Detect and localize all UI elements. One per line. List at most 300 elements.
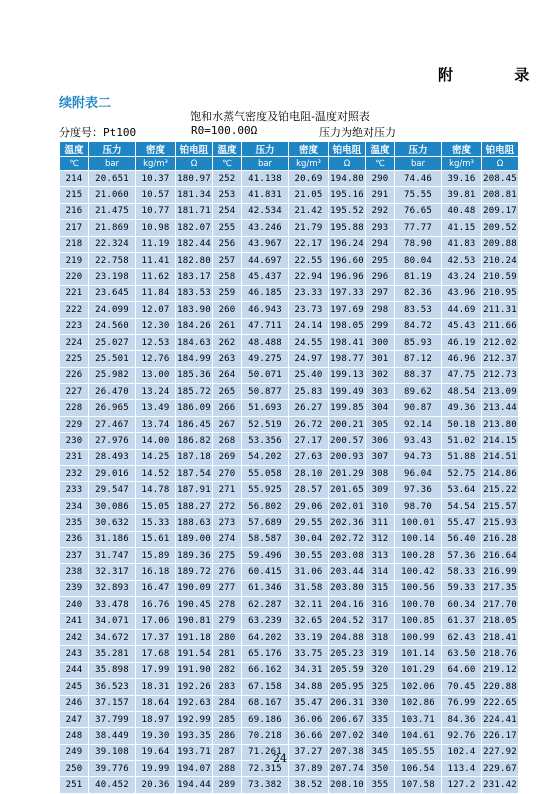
cell-temperature: 221 bbox=[60, 285, 89, 301]
cell-density: 62.43 bbox=[442, 629, 482, 645]
cell-pressure: 37.799 bbox=[89, 711, 136, 727]
cell-resistance: 199.49 bbox=[329, 384, 366, 400]
cell-pressure: 64.202 bbox=[242, 629, 289, 645]
cell-resistance: 202.36 bbox=[329, 515, 366, 531]
cell-temperature: 266 bbox=[213, 400, 242, 416]
cell-pressure: 89.62 bbox=[395, 384, 442, 400]
cell-pressure: 31.186 bbox=[89, 531, 136, 547]
cell-density: 36.06 bbox=[289, 711, 329, 727]
cell-density: 39.16 bbox=[442, 171, 482, 187]
cell-pressure: 25.982 bbox=[89, 367, 136, 383]
cell-temperature: 310 bbox=[366, 498, 395, 514]
cell-density: 14.52 bbox=[136, 466, 176, 482]
cell-resistance: 214.86 bbox=[482, 466, 519, 482]
cell-temperature: 259 bbox=[213, 285, 242, 301]
cell-temperature: 289 bbox=[213, 777, 242, 793]
cell-resistance: 210.95 bbox=[482, 285, 519, 301]
unit-density: kg/m³ bbox=[442, 157, 482, 171]
header-pressure: 压力 bbox=[89, 142, 136, 157]
cell-resistance: 188.63 bbox=[176, 515, 213, 531]
cell-resistance: 190.81 bbox=[176, 613, 213, 629]
cell-density: 30.55 bbox=[289, 547, 329, 563]
cell-pressure: 84.72 bbox=[395, 318, 442, 334]
cell-resistance: 207.74 bbox=[329, 761, 366, 777]
cell-resistance: 208.81 bbox=[482, 187, 519, 203]
cell-temperature: 262 bbox=[213, 334, 242, 350]
cell-density: 12.30 bbox=[136, 318, 176, 334]
cell-temperature: 317 bbox=[366, 613, 395, 629]
cell-density: 32.65 bbox=[289, 613, 329, 629]
cell-resistance: 211.66 bbox=[482, 318, 519, 334]
cell-density: 27.17 bbox=[289, 433, 329, 449]
cell-pressure: 92.14 bbox=[395, 416, 442, 432]
cell-temperature: 272 bbox=[213, 498, 242, 514]
cell-resistance: 226.17 bbox=[482, 728, 519, 744]
cell-density: 11.41 bbox=[136, 252, 176, 268]
cell-temperature: 220 bbox=[60, 269, 89, 285]
cell-pressure: 43.967 bbox=[242, 236, 289, 252]
cell-density: 10.57 bbox=[136, 187, 176, 203]
cell-resistance: 229.67 bbox=[482, 761, 519, 777]
cell-temperature: 340 bbox=[366, 728, 395, 744]
cell-temperature: 260 bbox=[213, 302, 242, 318]
table-row bbox=[60, 252, 519, 268]
cell-pressure: 21.869 bbox=[89, 220, 136, 236]
cell-density: 34.88 bbox=[289, 679, 329, 695]
cell-density: 59.33 bbox=[442, 580, 482, 596]
cell-resistance: 181.71 bbox=[176, 203, 213, 219]
cell-temperature: 271 bbox=[213, 482, 242, 498]
cell-resistance: 203.80 bbox=[329, 580, 366, 596]
cell-resistance: 206.67 bbox=[329, 711, 366, 727]
cell-pressure: 34.071 bbox=[89, 613, 136, 629]
cell-resistance: 181.34 bbox=[176, 187, 213, 203]
cell-density: 64.60 bbox=[442, 662, 482, 678]
cell-resistance: 205.95 bbox=[329, 679, 366, 695]
cell-density: 43.24 bbox=[442, 269, 482, 285]
unit-resistance: Ω bbox=[482, 157, 519, 171]
cell-pressure: 68.167 bbox=[242, 695, 289, 711]
cell-resistance: 188.27 bbox=[176, 498, 213, 514]
cell-temperature: 232 bbox=[60, 466, 89, 482]
cell-pressure: 100.28 bbox=[395, 547, 442, 563]
cell-resistance: 200.57 bbox=[329, 433, 366, 449]
cell-pressure: 39.108 bbox=[89, 744, 136, 760]
header-pressure: 压力 bbox=[242, 142, 289, 157]
cell-pressure: 60.415 bbox=[242, 564, 289, 580]
cell-pressure: 100.70 bbox=[395, 597, 442, 613]
cell-resistance: 202.72 bbox=[329, 531, 366, 547]
cell-pressure: 34.672 bbox=[89, 629, 136, 645]
cell-temperature: 231 bbox=[60, 449, 89, 465]
cell-resistance: 204.88 bbox=[329, 629, 366, 645]
cell-density: 46.96 bbox=[442, 351, 482, 367]
cell-resistance: 186.09 bbox=[176, 400, 213, 416]
cell-pressure: 100.14 bbox=[395, 531, 442, 547]
cell-pressure: 27.976 bbox=[89, 433, 136, 449]
cell-pressure: 75.55 bbox=[395, 187, 442, 203]
page-number: 24 bbox=[273, 752, 287, 765]
cell-pressure: 102.06 bbox=[395, 679, 442, 695]
cell-density: 22.17 bbox=[289, 236, 329, 252]
cell-pressure: 28.493 bbox=[89, 449, 136, 465]
cell-resistance: 199.13 bbox=[329, 367, 366, 383]
cell-density: 11.19 bbox=[136, 236, 176, 252]
cell-resistance: 214.51 bbox=[482, 449, 519, 465]
cell-density: 23.73 bbox=[289, 302, 329, 318]
cell-resistance: 227.92 bbox=[482, 744, 519, 760]
cell-resistance: 217.70 bbox=[482, 597, 519, 613]
cell-temperature: 312 bbox=[366, 531, 395, 547]
cell-density: 84.36 bbox=[442, 711, 482, 727]
cell-density: 11.62 bbox=[136, 269, 176, 285]
table-caption: 饱和水蒸气密度及铂电阻-温度对照表 bbox=[190, 110, 370, 123]
cell-pressure: 77.77 bbox=[395, 220, 442, 236]
cell-density: 16.76 bbox=[136, 597, 176, 613]
cell-resistance: 184.63 bbox=[176, 334, 213, 350]
cell-temperature: 243 bbox=[60, 646, 89, 662]
cell-resistance: 182.07 bbox=[176, 220, 213, 236]
cell-density: 37.27 bbox=[289, 744, 329, 760]
cell-pressure: 51.693 bbox=[242, 400, 289, 416]
cell-temperature: 263 bbox=[213, 351, 242, 367]
cell-density: 14.00 bbox=[136, 433, 176, 449]
cell-temperature: 233 bbox=[60, 482, 89, 498]
cell-pressure: 57.689 bbox=[242, 515, 289, 531]
header-density: 密度 bbox=[136, 142, 176, 157]
cell-density: 40.48 bbox=[442, 203, 482, 219]
cell-pressure: 41.831 bbox=[242, 187, 289, 203]
cell-temperature: 315 bbox=[366, 580, 395, 596]
cell-temperature: 319 bbox=[366, 646, 395, 662]
cell-density: 32.11 bbox=[289, 597, 329, 613]
cell-density: 35.47 bbox=[289, 695, 329, 711]
cell-pressure: 65.176 bbox=[242, 646, 289, 662]
cell-density: 51.88 bbox=[442, 449, 482, 465]
cell-resistance: 198.77 bbox=[329, 351, 366, 367]
cell-temperature: 236 bbox=[60, 531, 89, 547]
header-pressure: 压力 bbox=[395, 142, 442, 157]
cell-density: 43.96 bbox=[442, 285, 482, 301]
cell-resistance: 187.54 bbox=[176, 466, 213, 482]
cell-density: 15.89 bbox=[136, 547, 176, 563]
cell-temperature: 224 bbox=[60, 334, 89, 350]
cell-temperature: 223 bbox=[60, 318, 89, 334]
unit-temperature: ℃ bbox=[366, 157, 395, 171]
cell-resistance: 199.85 bbox=[329, 400, 366, 416]
cell-resistance: 182.80 bbox=[176, 252, 213, 268]
cell-temperature: 269 bbox=[213, 449, 242, 465]
table-row bbox=[60, 597, 519, 613]
cell-density: 61.37 bbox=[442, 613, 482, 629]
cell-density: 21.05 bbox=[289, 187, 329, 203]
cell-pressure: 32.893 bbox=[89, 580, 136, 596]
cell-density: 25.40 bbox=[289, 367, 329, 383]
cell-temperature: 246 bbox=[60, 695, 89, 711]
cell-density: 28.10 bbox=[289, 466, 329, 482]
cell-temperature: 300 bbox=[366, 334, 395, 350]
table-row bbox=[60, 171, 519, 187]
table-row bbox=[60, 187, 519, 203]
cell-resistance: 215.93 bbox=[482, 515, 519, 531]
cell-density: 28.57 bbox=[289, 482, 329, 498]
cell-pressure: 37.157 bbox=[89, 695, 136, 711]
cell-temperature: 288 bbox=[213, 761, 242, 777]
cell-temperature: 264 bbox=[213, 367, 242, 383]
cell-pressure: 27.467 bbox=[89, 416, 136, 432]
cell-temperature: 267 bbox=[213, 416, 242, 432]
cell-resistance: 212.73 bbox=[482, 367, 519, 383]
cell-temperature: 234 bbox=[60, 498, 89, 514]
cell-pressure: 80.04 bbox=[395, 252, 442, 268]
cell-density: 102.4 bbox=[442, 744, 482, 760]
header-temperature: 温度 bbox=[60, 142, 89, 157]
cell-resistance: 217.35 bbox=[482, 580, 519, 596]
table-info-row bbox=[59, 124, 519, 140]
cell-temperature: 255 bbox=[213, 220, 242, 236]
cell-density: 31.58 bbox=[289, 580, 329, 596]
cell-resistance: 212.37 bbox=[482, 351, 519, 367]
cell-pressure: 101.29 bbox=[395, 662, 442, 678]
steam-density-table bbox=[59, 141, 519, 794]
cell-temperature: 245 bbox=[60, 679, 89, 695]
cell-temperature: 308 bbox=[366, 466, 395, 482]
cell-resistance: 216.28 bbox=[482, 531, 519, 547]
cell-temperature: 276 bbox=[213, 564, 242, 580]
cell-density: 15.61 bbox=[136, 531, 176, 547]
cell-temperature: 227 bbox=[60, 384, 89, 400]
r0-value: R0=100.00Ω bbox=[191, 124, 258, 137]
cell-resistance: 220.88 bbox=[482, 679, 519, 695]
cell-pressure: 100.85 bbox=[395, 613, 442, 629]
cell-density: 13.49 bbox=[136, 400, 176, 416]
cell-temperature: 301 bbox=[366, 351, 395, 367]
cell-density: 10.37 bbox=[136, 171, 176, 187]
cell-density: 30.04 bbox=[289, 531, 329, 547]
cell-resistance: 215.22 bbox=[482, 482, 519, 498]
cell-pressure: 100.42 bbox=[395, 564, 442, 580]
cell-temperature: 250 bbox=[60, 761, 89, 777]
cell-temperature: 313 bbox=[366, 547, 395, 563]
cell-resistance: 192.63 bbox=[176, 695, 213, 711]
cell-resistance: 189.72 bbox=[176, 564, 213, 580]
cell-resistance: 216.64 bbox=[482, 547, 519, 563]
cell-resistance: 212.02 bbox=[482, 334, 519, 350]
cell-temperature: 218 bbox=[60, 236, 89, 252]
table-row bbox=[60, 580, 519, 596]
unit-pressure: bar bbox=[395, 157, 442, 171]
cell-density: 48.54 bbox=[442, 384, 482, 400]
cell-pressure: 78.90 bbox=[395, 236, 442, 252]
cell-pressure: 71.261 bbox=[242, 744, 289, 760]
cell-pressure: 56.802 bbox=[242, 498, 289, 514]
table-row bbox=[60, 695, 519, 711]
cell-density: 15.05 bbox=[136, 498, 176, 514]
cell-density: 33.75 bbox=[289, 646, 329, 662]
cell-resistance: 215.57 bbox=[482, 498, 519, 514]
cell-temperature: 238 bbox=[60, 564, 89, 580]
cell-pressure: 20.651 bbox=[89, 171, 136, 187]
cell-resistance: 211.31 bbox=[482, 302, 519, 318]
cell-density: 49.36 bbox=[442, 400, 482, 416]
cell-density: 14.25 bbox=[136, 449, 176, 465]
cell-density: 11.84 bbox=[136, 285, 176, 301]
cell-resistance: 194.44 bbox=[176, 777, 213, 793]
unit-resistance: Ω bbox=[329, 157, 366, 171]
cell-resistance: 203.08 bbox=[329, 547, 366, 563]
cell-density: 10.77 bbox=[136, 203, 176, 219]
cell-pressure: 67.158 bbox=[242, 679, 289, 695]
table-row bbox=[60, 318, 519, 334]
cell-pressure: 52.519 bbox=[242, 416, 289, 432]
cell-temperature: 261 bbox=[213, 318, 242, 334]
cell-temperature: 330 bbox=[366, 695, 395, 711]
table-header-row bbox=[60, 142, 519, 157]
cell-temperature: 286 bbox=[213, 728, 242, 744]
cell-pressure: 101.14 bbox=[395, 646, 442, 662]
cell-resistance: 195.52 bbox=[329, 203, 366, 219]
cell-resistance: 180.97 bbox=[176, 171, 213, 187]
cell-resistance: 196.24 bbox=[329, 236, 366, 252]
cell-resistance: 209.88 bbox=[482, 236, 519, 252]
cell-resistance: 198.05 bbox=[329, 318, 366, 334]
cell-temperature: 298 bbox=[366, 302, 395, 318]
cell-pressure: 39.776 bbox=[89, 761, 136, 777]
header-density: 密度 bbox=[442, 142, 482, 157]
cell-density: 12.07 bbox=[136, 302, 176, 318]
header-temperature: 温度 bbox=[213, 142, 242, 157]
cell-temperature: 350 bbox=[366, 761, 395, 777]
cell-resistance: 207.38 bbox=[329, 744, 366, 760]
cell-pressure: 26.965 bbox=[89, 400, 136, 416]
cell-temperature: 225 bbox=[60, 351, 89, 367]
cell-temperature: 311 bbox=[366, 515, 395, 531]
cell-temperature: 318 bbox=[366, 629, 395, 645]
cell-temperature: 284 bbox=[213, 695, 242, 711]
cell-resistance: 205.59 bbox=[329, 662, 366, 678]
table-row bbox=[60, 482, 519, 498]
cell-density: 13.24 bbox=[136, 384, 176, 400]
cell-density: 14.78 bbox=[136, 482, 176, 498]
header-temperature: 温度 bbox=[366, 142, 395, 157]
cell-temperature: 290 bbox=[366, 171, 395, 187]
cell-density: 17.06 bbox=[136, 613, 176, 629]
cell-pressure: 43.246 bbox=[242, 220, 289, 236]
appendix-heading: 附 录 bbox=[438, 66, 558, 84]
cell-pressure: 40.452 bbox=[89, 777, 136, 793]
table-body bbox=[60, 171, 519, 794]
cell-density: 21.42 bbox=[289, 203, 329, 219]
cell-pressure: 44.697 bbox=[242, 252, 289, 268]
cell-pressure: 70.218 bbox=[242, 728, 289, 744]
cell-resistance: 218.76 bbox=[482, 646, 519, 662]
table-row bbox=[60, 498, 519, 514]
cell-resistance: 187.91 bbox=[176, 482, 213, 498]
cell-resistance: 204.52 bbox=[329, 613, 366, 629]
cell-density: 19.30 bbox=[136, 728, 176, 744]
cell-pressure: 26.470 bbox=[89, 384, 136, 400]
cell-pressure: 104.61 bbox=[395, 728, 442, 744]
cell-temperature: 280 bbox=[213, 629, 242, 645]
cell-pressure: 22.758 bbox=[89, 252, 136, 268]
cell-pressure: 98.70 bbox=[395, 498, 442, 514]
table-row bbox=[60, 728, 519, 744]
cell-density: 26.72 bbox=[289, 416, 329, 432]
cell-density: 57.36 bbox=[442, 547, 482, 563]
cell-temperature: 248 bbox=[60, 728, 89, 744]
unit-pressure: bar bbox=[89, 157, 136, 171]
cell-resistance: 194.80 bbox=[329, 171, 366, 187]
cell-temperature: 282 bbox=[213, 662, 242, 678]
cell-resistance: 192.99 bbox=[176, 711, 213, 727]
cell-pressure: 87.12 bbox=[395, 351, 442, 367]
cell-temperature: 281 bbox=[213, 646, 242, 662]
cell-resistance: 195.88 bbox=[329, 220, 366, 236]
cell-resistance: 209.17 bbox=[482, 203, 519, 219]
table-row bbox=[60, 564, 519, 580]
cell-temperature: 295 bbox=[366, 252, 395, 268]
division-code: 分度号：Pt100 bbox=[59, 126, 137, 139]
cell-resistance: 219.12 bbox=[482, 662, 519, 678]
cell-resistance: 191.90 bbox=[176, 662, 213, 678]
cell-resistance: 197.33 bbox=[329, 285, 366, 301]
cell-density: 25.83 bbox=[289, 384, 329, 400]
cell-temperature: 274 bbox=[213, 531, 242, 547]
cell-pressure: 93.43 bbox=[395, 433, 442, 449]
cell-pressure: 47.711 bbox=[242, 318, 289, 334]
cell-density: 41.83 bbox=[442, 236, 482, 252]
cell-resistance: 183.90 bbox=[176, 302, 213, 318]
cell-resistance: 210.24 bbox=[482, 252, 519, 268]
table-row bbox=[60, 433, 519, 449]
cell-temperature: 242 bbox=[60, 629, 89, 645]
cell-resistance: 182.44 bbox=[176, 236, 213, 252]
cell-temperature: 320 bbox=[366, 662, 395, 678]
cell-pressure: 49.275 bbox=[242, 351, 289, 367]
cell-pressure: 24.099 bbox=[89, 302, 136, 318]
cell-temperature: 244 bbox=[60, 662, 89, 678]
cell-pressure: 61.346 bbox=[242, 580, 289, 596]
unit-density: kg/m³ bbox=[136, 157, 176, 171]
cell-resistance: 189.36 bbox=[176, 547, 213, 563]
cell-resistance: 196.60 bbox=[329, 252, 366, 268]
cell-density: 51.02 bbox=[442, 433, 482, 449]
cell-temperature: 214 bbox=[60, 171, 89, 187]
cell-resistance: 183.17 bbox=[176, 269, 213, 285]
cell-pressure: 24.560 bbox=[89, 318, 136, 334]
cell-resistance: 196.96 bbox=[329, 269, 366, 285]
cell-pressure: 42.534 bbox=[242, 203, 289, 219]
table-row bbox=[60, 711, 519, 727]
unit-density: kg/m³ bbox=[289, 157, 329, 171]
cell-resistance: 198.41 bbox=[329, 334, 366, 350]
cell-pressure: 59.496 bbox=[242, 547, 289, 563]
cell-resistance: 210.59 bbox=[482, 269, 519, 285]
table-row bbox=[60, 629, 519, 645]
cell-resistance: 197.69 bbox=[329, 302, 366, 318]
cell-resistance: 203.44 bbox=[329, 564, 366, 580]
cell-temperature: 355 bbox=[366, 777, 395, 793]
table-row bbox=[60, 285, 519, 301]
cell-resistance: 207.02 bbox=[329, 728, 366, 744]
cell-temperature: 304 bbox=[366, 400, 395, 416]
table-row bbox=[60, 351, 519, 367]
table-row bbox=[60, 203, 519, 219]
cell-temperature: 325 bbox=[366, 679, 395, 695]
table-row bbox=[60, 367, 519, 383]
cell-temperature: 268 bbox=[213, 433, 242, 449]
cell-temperature: 335 bbox=[366, 711, 395, 727]
